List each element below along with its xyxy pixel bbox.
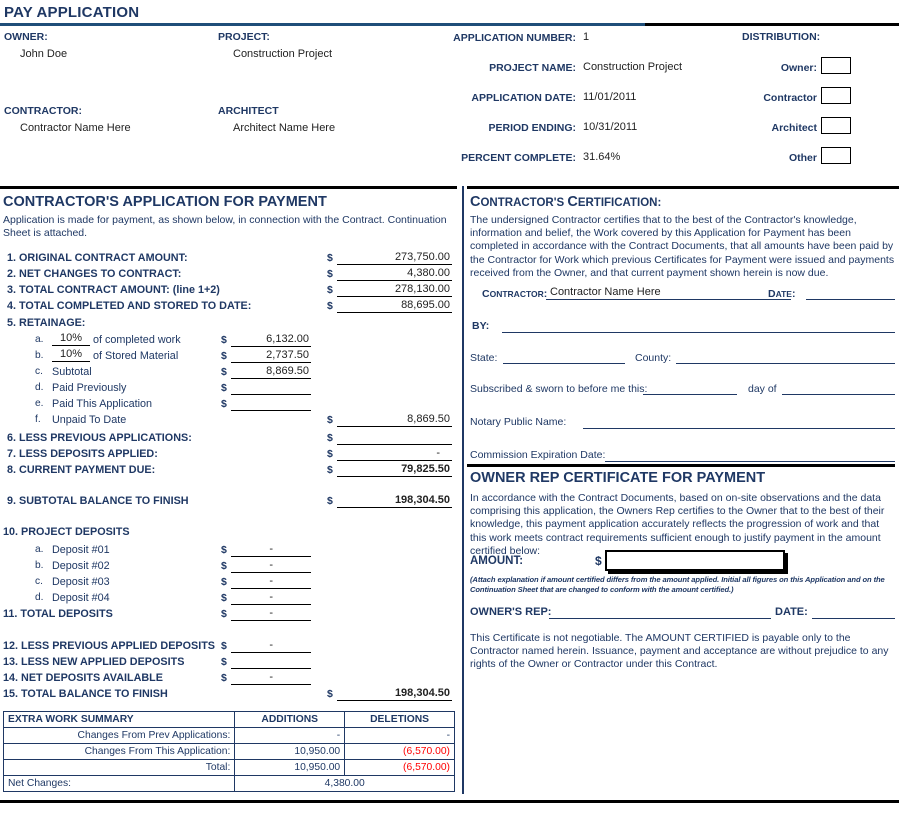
line-14-label: 14. NET DEPOSITS AVAILABLE xyxy=(3,672,163,684)
row-label-total: Total: xyxy=(4,760,235,776)
retainage-f-letter: f. xyxy=(35,414,41,425)
owner-rep-body: In accordance with the Contract Documents, based on on-site observations and the data comprising this application, the Owners Rep certifies to the Owner that to the best of their knowledge, this payment application accurately reflects the progression of work and that this work meets contract requirements sufficient enough to justify payment in the amount certified below: xyxy=(470,492,885,557)
line-1-label: 1. ORIGINAL CONTRACT AMOUNT: xyxy=(7,252,188,264)
line-14-amount[interactable]: - xyxy=(231,671,311,685)
title-rule-black xyxy=(645,23,899,26)
retainage-e-dollar: $ xyxy=(221,398,227,410)
distribution-label-owner: Owner: xyxy=(780,62,817,74)
table-row-net-changes xyxy=(4,776,455,792)
architect-value[interactable]: Architect Name Here xyxy=(233,122,336,134)
period-ending-value[interactable]: 10/31/2011 xyxy=(583,121,638,133)
line-15-dollar: $ xyxy=(327,688,333,700)
retainage-b-letter: b. xyxy=(35,350,44,361)
line-13-amount[interactable] xyxy=(231,655,311,669)
line-7-label: 7. LESS DEPOSITS APPLIED: xyxy=(7,448,158,460)
right-section-rule xyxy=(467,186,899,189)
line-9-label: 9. SUBTOTAL BALANCE TO FINISH xyxy=(7,495,189,507)
retainage-d-letter: d. xyxy=(35,382,44,393)
column-header-deletions: DELETIONS xyxy=(345,712,455,728)
retainage-e-label: Paid This Application xyxy=(52,398,153,410)
line-12-amount[interactable]: - xyxy=(231,639,311,653)
certification-day-of-label: day of xyxy=(748,383,777,395)
line-5-label: 5. RETAINAGE: xyxy=(7,317,86,329)
line-12-label: 12. LESS PREVIOUS APPLIED DEPOSITS xyxy=(3,640,216,652)
certification-notary-label: Notary Public Name: xyxy=(470,416,567,428)
row-additions-prev-applications[interactable]: - xyxy=(235,728,345,744)
application-heading: CONTRACTOR'S APPLICATION FOR PAYMENT xyxy=(3,194,327,210)
certification-contractor-value[interactable]: Contractor Name Here xyxy=(550,286,661,298)
column-header-additions: ADDITIONS xyxy=(235,712,345,728)
deposit-b-dollar: $ xyxy=(221,560,227,572)
line-4-dollar: $ xyxy=(327,300,333,312)
line-15-amount[interactable]: 198,304.50 xyxy=(337,687,452,701)
distribution-label-contractor: Contractor xyxy=(763,92,817,104)
certification-date-rule xyxy=(806,299,895,300)
contractor-label: CONTRACTOR: xyxy=(4,105,82,117)
line-11-amount[interactable]: - xyxy=(231,607,311,621)
percent-complete-label: PERCENT COMPLETE: xyxy=(461,152,576,164)
owner-rep-date-rule xyxy=(812,618,895,619)
line-8-amount[interactable]: 79,825.50 xyxy=(337,463,452,477)
line-6-dollar: $ xyxy=(327,432,333,444)
period-ending-label: PERIOD ENDING: xyxy=(488,122,576,134)
owner-rep-date-label: DATE: xyxy=(775,606,808,618)
certification-by-rule xyxy=(502,332,895,333)
certification-heading: CONTRACTOR'S CERTIFICATION: xyxy=(470,194,662,210)
line-8-dollar: $ xyxy=(327,464,333,476)
owner-rep-footer: This Certificate is not negotiable. The AMOUNT CERTIFIED is payable only to the Contractor named herein. Issuance, payment and acceptance are without prejudice to any rights of the Owner or Contractor under this Contract. xyxy=(470,632,889,671)
certification-day-of-rule xyxy=(782,394,895,395)
row-deletions-total[interactable]: (6,570.00) xyxy=(345,760,455,776)
certification-by-label: BY: xyxy=(472,320,490,332)
deposit-c-amount[interactable]: - xyxy=(231,575,311,589)
architect-label: ARCHITECT xyxy=(218,105,279,117)
percent-complete-value[interactable]: 31.64% xyxy=(583,151,621,163)
contractor-value[interactable]: Contractor Name Here xyxy=(20,122,131,134)
retainage-f-label: Unpaid To Date xyxy=(52,414,127,426)
table-row xyxy=(4,728,455,744)
extra-work-title: EXTRA WORK SUMMARY xyxy=(4,712,235,728)
owners-rep-signature-rule xyxy=(549,618,771,619)
line-3-amount[interactable]: 278,130.00 xyxy=(337,283,452,297)
certification-commission-rule xyxy=(605,461,895,462)
owner-rep-fineprint: (Attach explanation if amount certified differs from the amount applied. Initial all figures on this Application and on the Continuation Sheet that are changed to conform with the amount certified.) xyxy=(470,575,885,594)
distribution-label-architect: Architect xyxy=(771,122,817,134)
line-12-dollar: $ xyxy=(221,640,227,652)
left-section-rule xyxy=(0,186,457,189)
line-3-dollar: $ xyxy=(327,284,333,296)
row-additions-total[interactable]: 10,950.00 xyxy=(235,760,345,776)
retainage-f-dollar: $ xyxy=(327,414,333,426)
certification-state-rule xyxy=(503,363,625,364)
deposit-d-amount[interactable]: - xyxy=(231,591,311,605)
line-2-amount[interactable]: 4,380.00 xyxy=(337,267,452,281)
project-name-value[interactable]: Construction Project xyxy=(583,61,683,73)
deposit-a-dollar: $ xyxy=(221,544,227,556)
retainage-f-amount[interactable]: 8,869.50 xyxy=(337,413,452,427)
row-deletions-this-application[interactable]: (6,570.00) xyxy=(345,744,455,760)
header-block xyxy=(0,27,899,179)
application-date-label: APPLICATION DATE: xyxy=(471,92,576,104)
retainage-c-dollar: $ xyxy=(221,366,227,378)
table-header-row xyxy=(4,712,455,728)
distribution-label-other: Other xyxy=(788,152,817,164)
certification-contractor-label: CONTRACTOR: xyxy=(482,288,548,300)
certification-contractor-rule xyxy=(546,299,791,300)
project-value[interactable]: Construction Project xyxy=(233,48,333,60)
deposit-a-amount[interactable]: - xyxy=(231,543,311,557)
certification-notary-rule xyxy=(583,428,895,429)
distribution-checkbox-contractor[interactable] xyxy=(821,87,851,104)
retainage-d-label: Paid Previously xyxy=(52,382,127,394)
table-row xyxy=(4,760,455,776)
line-2-dollar: $ xyxy=(327,268,333,280)
retainage-d-amount[interactable] xyxy=(231,381,311,395)
certification-county-rule xyxy=(676,363,895,364)
deposit-b-amount[interactable]: - xyxy=(231,559,311,573)
certification-commission-label: Commission Expiration Date: xyxy=(470,449,606,461)
deposit-c-dollar: $ xyxy=(221,576,227,588)
project-name-label: PROJECT NAME: xyxy=(489,62,576,74)
certification-county-label: County: xyxy=(635,352,672,364)
application-number-value[interactable]: 1 xyxy=(583,31,590,43)
line-13-dollar: $ xyxy=(221,656,227,668)
extra-work-summary-table xyxy=(3,711,455,792)
owner-value[interactable]: John Doe xyxy=(20,48,68,60)
line-1-amount[interactable]: 273,750.00 xyxy=(337,251,452,265)
certification-date-label: DATE: xyxy=(768,288,796,300)
owners-rep-signature-label: OWNER'S REP: xyxy=(470,606,552,618)
application-intro: Application is made for payment, as shown below, in connection with the Contract. Continuation Sheet is attached. xyxy=(3,214,447,240)
line-11-dollar: $ xyxy=(221,608,227,620)
owner-rep-section-rule xyxy=(467,464,895,467)
retainage-b-amount[interactable]: 2,737.50 xyxy=(231,349,311,363)
title-bar xyxy=(0,0,899,28)
row-deletions-prev-applications[interactable]: - xyxy=(345,728,455,744)
owner-rep-amount-dollar: $ xyxy=(595,554,602,568)
retainage-b-label: of Stored Material xyxy=(93,350,179,362)
retainage-a-percent[interactable]: 10% xyxy=(52,332,90,346)
owner-rep-heading: OWNER REP CERTIFICATE FOR PAYMENT xyxy=(470,470,766,486)
retainage-e-letter: e. xyxy=(35,398,44,409)
net-changes-label: Net Changes: xyxy=(4,776,235,792)
page-title: PAY APPLICATION xyxy=(4,4,140,21)
deposit-d-letter: d. xyxy=(35,592,44,603)
application-number-label: APPLICATION NUMBER: xyxy=(453,32,576,44)
retainage-a-label: of completed work xyxy=(93,334,181,346)
row-label-prev-applications: Changes From Prev Applications: xyxy=(4,728,235,744)
line-4-amount[interactable]: 88,695.00 xyxy=(337,299,452,313)
line-11-label: 11. TOTAL DEPOSITS xyxy=(3,608,113,620)
line-14-dollar: $ xyxy=(221,672,227,684)
certification-sworn-rule xyxy=(643,394,737,395)
owner-label: OWNER: xyxy=(4,31,48,43)
deposit-d-label: Deposit #04 xyxy=(52,592,110,604)
title-rule-blue xyxy=(0,23,645,26)
retainage-a-amount[interactable]: 6,132.00 xyxy=(231,333,311,347)
retainage-c-label: Subtotal xyxy=(52,366,92,378)
retainage-b-percent[interactable]: 10% xyxy=(52,348,90,362)
deposit-d-dollar: $ xyxy=(221,592,227,604)
deposit-b-letter: b. xyxy=(35,560,44,571)
line-7-amount[interactable]: - xyxy=(337,447,452,461)
retainage-c-letter: c. xyxy=(35,366,43,377)
line-2-label: 2. NET CHANGES TO CONTRACT: xyxy=(7,268,182,280)
distribution-label: DISTRIBUTION: xyxy=(742,31,821,43)
line-7-dollar: $ xyxy=(327,448,333,460)
line-10-label: 10. PROJECT DEPOSITS xyxy=(3,526,130,538)
table-row xyxy=(4,744,455,760)
row-label-this-application: Changes From This Application: xyxy=(4,744,235,760)
owner-rep-amount-label: AMOUNT: xyxy=(470,555,524,567)
distribution-checkbox-architect[interactable] xyxy=(821,117,851,134)
line-9-dollar: $ xyxy=(327,495,333,507)
retainage-a-letter: a. xyxy=(35,334,44,345)
retainage-d-dollar: $ xyxy=(221,382,227,394)
line-15-label: 15. TOTAL BALANCE TO FINISH xyxy=(3,688,168,700)
line-4-label: 4. TOTAL COMPLETED AND STORED TO DATE: xyxy=(7,300,252,312)
column-divider xyxy=(462,186,464,794)
bottom-rule xyxy=(0,800,899,803)
certification-state-label: State: xyxy=(470,352,498,364)
line-3-label: 3. TOTAL CONTRACT AMOUNT: (line 1+2) xyxy=(7,284,220,296)
deposit-c-label: Deposit #03 xyxy=(52,576,110,588)
certification-body: The undersigned Contractor certifies that to the best of the Contractor's knowledge, information and belief, the Work covered by this Application for Payment has been completed in accordance with the Contract Documents, that all amounts have been paid by the Contractor for Work which previous Certificates for Payment were issued and payments received from the Owner, and that current payment shown herein is now due. xyxy=(470,214,895,279)
deposit-b-label: Deposit #02 xyxy=(52,560,110,572)
application-date-value[interactable]: 11/01/2011 xyxy=(583,91,637,103)
certification-sworn-label: Subscribed & sworn to before me this: xyxy=(470,383,648,395)
line-13-label: 13. LESS NEW APPLIED DEPOSITS xyxy=(3,656,185,668)
row-additions-this-application[interactable]: 10,950.00 xyxy=(235,744,345,760)
project-label: PROJECT: xyxy=(218,31,270,43)
net-changes-value[interactable]: 4,380.00 xyxy=(235,776,455,792)
line-1-dollar: $ xyxy=(327,252,333,264)
deposit-c-letter: c. xyxy=(35,576,43,587)
owner-rep-amount-input[interactable] xyxy=(605,550,785,571)
line-6-label: 6. LESS PREVIOUS APPLICATIONS: xyxy=(7,432,192,444)
line-8-label: 8. CURRENT PAYMENT DUE: xyxy=(7,464,156,476)
retainage-c-amount[interactable]: 8,869.50 xyxy=(231,365,311,379)
retainage-b-dollar: $ xyxy=(221,350,227,362)
line-9-amount[interactable]: 198,304.50 xyxy=(337,494,452,508)
retainage-e-amount[interactable] xyxy=(231,397,311,411)
distribution-checkbox-owner[interactable] xyxy=(821,57,851,74)
line-6-amount[interactable] xyxy=(337,431,452,445)
deposit-a-letter: a. xyxy=(35,544,44,555)
distribution-checkbox-other[interactable] xyxy=(821,147,851,164)
retainage-a-dollar: $ xyxy=(221,334,227,346)
deposit-a-label: Deposit #01 xyxy=(52,544,110,556)
